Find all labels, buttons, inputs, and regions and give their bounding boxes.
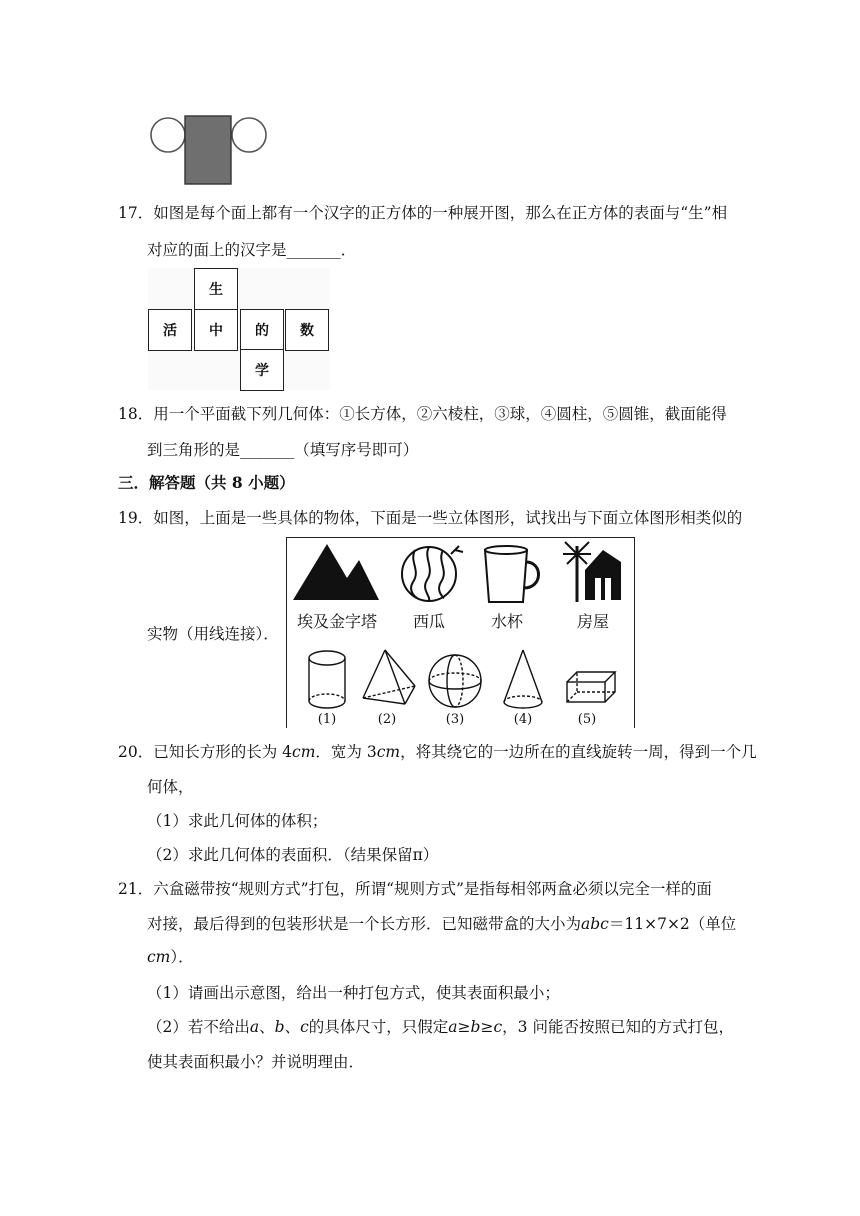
object-label: 房屋: [576, 612, 609, 631]
q20-sub1: （1）求此几何体的体积；: [147, 812, 328, 830]
q21-sub2: （2）若不给出a、b、c的具体尺寸，只假定a≥b≥c，3 问能否按照已知的方式打包，: [147, 1018, 734, 1036]
q21-text-line3: cm）．: [147, 948, 194, 966]
q20-sub2: （2）求此几何体的表面积．（结果保留π）: [147, 846, 439, 864]
shape-label: (2): [377, 712, 397, 727]
objects-shapes-figure: [286, 537, 635, 728]
q18-text-line2: 到三角形的是_______（填写序号即可）: [147, 441, 419, 459]
shape-label: (1): [317, 712, 337, 727]
shape-label: (5): [577, 712, 597, 727]
net-cell-mid2: 的: [240, 309, 284, 351]
net-cell-top: 生: [194, 268, 238, 310]
right-circle: [232, 118, 266, 152]
q19-text-line2: 实物（用线连接）．: [147, 625, 279, 643]
cone-icon: [504, 650, 542, 708]
q21-text-line1: 21．六盒磁带按“规则方式”打包，所谓“规则方式”是指每相邻两盒必须以完全一样的面: [118, 880, 712, 898]
q21-sub1: （1）请画出示意图，给出一种打包方式，使其表面积最小；: [147, 984, 560, 1002]
q20-text-line2: 何体，: [147, 778, 194, 796]
q17-text-line2: 对应的面上的汉字是_______．: [147, 241, 357, 259]
net-cell-left: 活: [148, 309, 192, 351]
objects-shapes-drawing: [287, 538, 633, 728]
q17-text-line1: 17．如图是每个面上都有一个汉字的正方体的一种展开图，那么在正方体的表面与“生”相: [118, 204, 728, 222]
net-cell-bottom: 学: [240, 349, 284, 391]
object-label: 西瓜: [412, 612, 445, 631]
object-label: 水杯: [490, 612, 523, 631]
q21-text-line2: 对接，最后得到的包装形状是一个长方形．已知磁带盒的大小为abc＝11×7×2（单位: [147, 915, 737, 933]
cuboid-icon: [567, 672, 615, 702]
sphere-icon: [429, 655, 481, 707]
q18-text-line1: 18．用一个平面截下列几何体：①长方体，②六棱柱，③球，④圆柱，⑤圆锥，截面能得: [118, 405, 727, 423]
lateral-rectangle: [185, 116, 231, 184]
cylinder-net-figure: [148, 114, 270, 188]
house-icon: [563, 542, 621, 602]
q20-text-line1: 20．已知长方形的长为 4cm．宽为 3cm，将其绕它的一边所在的直线旋转一周，得到一个几: [118, 743, 757, 761]
object-label: 埃及金字塔: [296, 612, 377, 631]
net-cell-mid: 中: [194, 309, 238, 351]
pyramid-shape-icon: [363, 650, 415, 704]
cup-icon: [485, 546, 539, 602]
q19-text-line1: 19．如图，上面是一些具体的物体，下面是一些立体图形，试找出与下面立体图形相类似的: [118, 509, 743, 527]
cube-net-figure: [148, 268, 330, 390]
left-circle: [151, 118, 185, 152]
section-title: 三．解答题（共 8 小题）: [118, 473, 295, 492]
shape-label: (3): [445, 712, 465, 727]
cylinder-icon: [309, 651, 345, 708]
watermelon-icon: [402, 546, 463, 601]
shape-label: (4): [513, 712, 533, 727]
pyramid-icon: [293, 544, 379, 600]
q21-sub2-line2: 使其表面积最小？并说明理由．: [147, 1053, 365, 1071]
net-cell-right: 数: [285, 309, 329, 351]
